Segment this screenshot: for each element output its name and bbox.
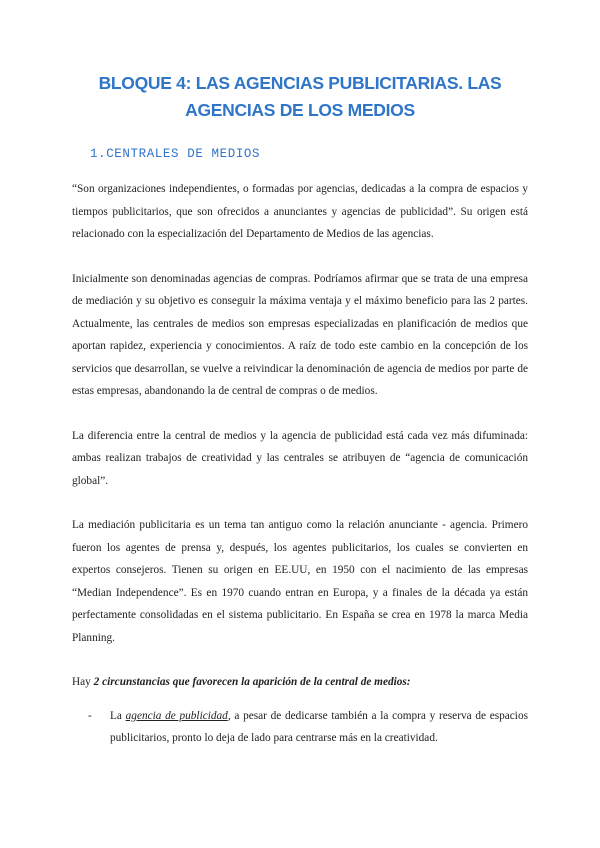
- circumstances-list: [72, 705, 528, 750]
- underlined-term: agencia de publicidad: [125, 709, 228, 722]
- list-item-pre: La: [110, 709, 126, 722]
- document-title: BLOQUE 4: LAS AGENCIAS PUBLICITARIAS. LAS AGENCIAS DE LOS MEDIOS: [98, 73, 502, 120]
- list-item-post: , a pesar de dedicarse también a la compra y reserva de espacios publicitarios, pronto lo deja de lado para centrarse más en la creatividad.: [110, 709, 528, 745]
- section-heading: 1.CENTRALES DE MEDIOS: [90, 147, 261, 161]
- paragraph-difference: La diferencia entre la central de medios y la agencia de publicidad está cada vez más difuminada: ambas realizan trabajos de creatividad y las centrales se atribuyen de “agencia de comunicación global”.: [72, 429, 528, 487]
- list-item: [72, 705, 528, 750]
- paragraph-history: La mediación publicitaria es un tema tan antiguo como la relación anunciante - agencia. Primero fueron los agentes de prensa y, después, los agentes publicitarios, los cuales se convierten en expertos consejeros. Tienen su origen en EE.UU, en 1950 con el nacimiento de las empresas “Median Independence”. Es en 1970 cuando entran en Europa, y a finales de la década ya están perfectamente consolidadas en el sistema publicitario. En España se crea en 1978 la marca Media Planning.: [72, 519, 528, 644]
- paragraph-origins: Inicialmente son denominadas agencias de compras. Podríamos afirmar que se trata de una empresa de mediación y su objetivo es conseguir la máxima ventaja y el máximo beneficio para las 2 partes. Actualmente, las centrales de medios son empresas especializadas en planificación de medios que aportan rapidez, experiencia y conocimientos. A raíz de todo este cambio en la concepción de los servicios que desarrollan, se vuelve a reivindicar la denominación de agencia de medios por parte de estas empresas, abandonando la de central de compras o de medios.: [72, 272, 528, 397]
- list-dash: -: [88, 709, 92, 722]
- lead-emphasis: 2 circunstancias que favorecen la aparición de la central de medios:: [93, 676, 411, 688]
- circumstances-lead: [72, 671, 528, 694]
- paragraph-definition: “Son organizaciones independientes, o formadas por agencias, dedicadas a la compra de espacios y tiempos publicitarios, que son ofrecidos a anunciantes y agencias de publicidad”. Su origen está relacionado con la especialización del Departamento de Medios de las agencias.: [72, 183, 528, 240]
- lead-prefix: Hay: [72, 676, 94, 688]
